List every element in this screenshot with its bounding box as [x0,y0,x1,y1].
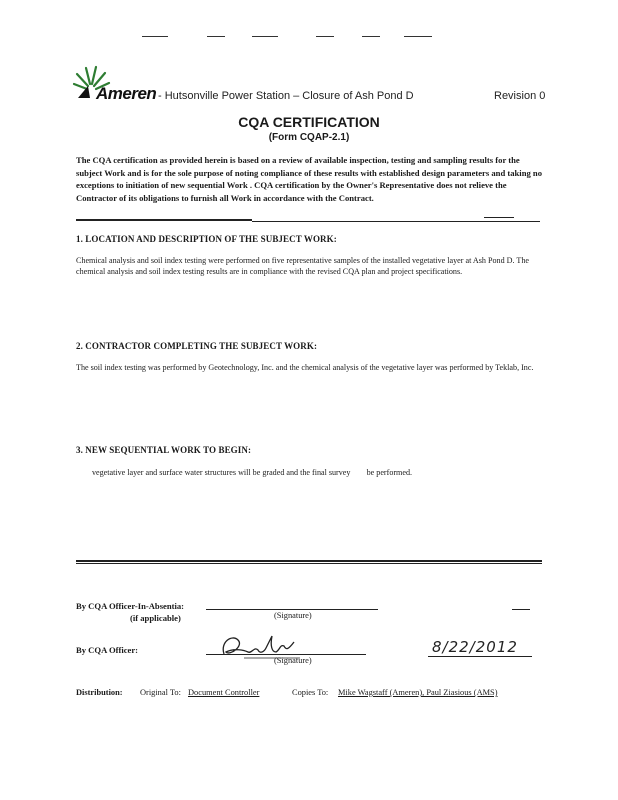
officer-signature-line [206,654,366,655]
brand-name: Ameren [96,84,157,103]
divider [252,221,540,222]
divider [76,219,252,221]
divider [76,560,542,562]
absentia-date-line [512,609,530,610]
scan-artifact [362,36,380,37]
project-title: - Hutsonville Power Station – Closure of Ash Pond D [158,90,414,102]
form-id: (Form CQAP-2.1) [268,132,350,143]
revision-label: Revision 0 [494,90,546,102]
section-1-heading: 1. LOCATION AND DESCRIPTION OF THE SUBJECT WORK: [76,234,337,244]
scan-artifact [142,36,168,37]
if-applicable-label: (if applicable) [130,613,181,623]
section-1-body: Chemical analysis and soil index testing were performed on five representative samples of the installed vegetative layer at Ash Pond D. The chemical analysis and soil index testing results are in compliance with the revised CQA plan and project specifications. [76,256,529,276]
document-title: CQA CERTIFICATION [238,114,380,130]
section-2-heading: 2. CONTRACTOR COMPLETING THE SUBJECT WORK: [76,341,318,351]
original-to-label: Original To: [140,688,181,697]
absentia-signature-line [206,609,378,610]
scan-artifact [404,36,432,37]
copies-to-value: Mike Wagstaff (Ameren), Paul Ziasious (AMS) [338,688,498,697]
divider [484,217,514,218]
scan-artifact [316,36,334,37]
original-to-value: Document Controller [188,688,260,697]
absentia-signature-caption: (Signature) [274,611,312,620]
scan-artifact [252,36,278,37]
copies-to-label: Copies To: [292,688,329,697]
signature-date: 8/22/2012 [432,638,518,656]
section-3-body: vegetative layer and surface water structures will be graded and the final survey be performed. [92,468,413,477]
divider [76,563,542,564]
absentia-label: By CQA Officer-In-Absentia: [76,601,185,611]
date-line [428,656,532,657]
section-2-body: The soil index testing was performed by Geotechnology, Inc. and the chemical analysis of the vegetative layer was performed by Teklab, Inc. [76,363,534,372]
officer-label: By CQA Officer: [76,645,139,655]
officer-signature-caption: (Signature) [274,656,312,665]
intro-paragraph: The CQA certification as provided herein is based on a review of available inspection, testing and sampling results for the subject Work and is for the sole purpose of noting compliance of these results with established design parameters and taking no exceptions to initiation of new sequential Work . CQA certification by the Owner's Representative does not relieve the Contractor of its obligations to furnish all Work in accordance with the Contract. [76,155,543,203]
distribution-label: Distribution: [76,688,123,697]
scan-artifact [207,36,225,37]
section-3-heading: 3. NEW SEQUENTIAL WORK TO BEGIN: [76,445,252,455]
